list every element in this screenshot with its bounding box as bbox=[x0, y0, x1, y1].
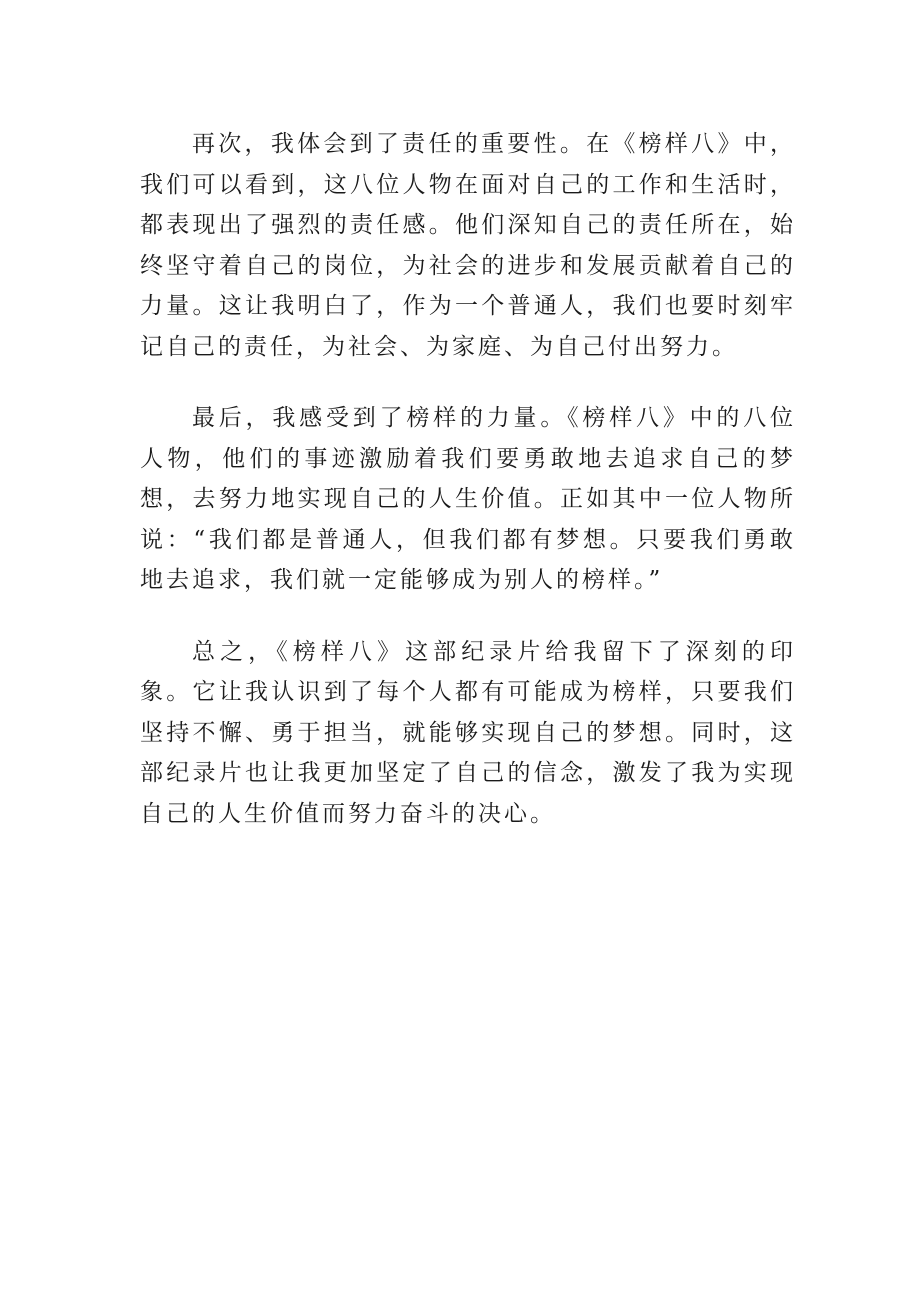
paragraph-role-model-power: 最后，我感受到了榜样的力量。《榜样八》中的八位人物，他们的事迹激励着我们要勇敢地去追求自己的梦想，去努力地实现自己的人生价值。正如其中一位人物所说：“我们都是普通人，但我们都有梦想。只要我们勇敢地去追求，我们就一定能够成为别人的榜样。” bbox=[140, 405, 796, 593]
paragraph-responsibility: 再次，我体会到了责任的重要性。在《榜样八》中，我们可以看到，这八位人物在面对自己的工作和生活时，都表现出了强烈的责任感。他们深知自己的责任所在，始终坚守着自己的岗位，为社会的进步和发展贡献着自己的力量。这让我明白了，作为一个普通人，我们也要时刻牢记自己的责任，为社会、为家庭、为自己付出努力。 bbox=[140, 131, 796, 360]
paragraph-conclusion: 总之，《榜样八》这部纪录片给我留下了深刻的印象。它让我认识到了每个人都有可能成为榜样，只要我们坚持不懈、勇于担当，就能够实现自己的梦想。同时，这部纪录片也让我更加坚定了自己的信念，激发了我为实现自己的人生价值而努力奋斗的决心。 bbox=[140, 638, 796, 827]
document-body bbox=[140, 124, 796, 834]
